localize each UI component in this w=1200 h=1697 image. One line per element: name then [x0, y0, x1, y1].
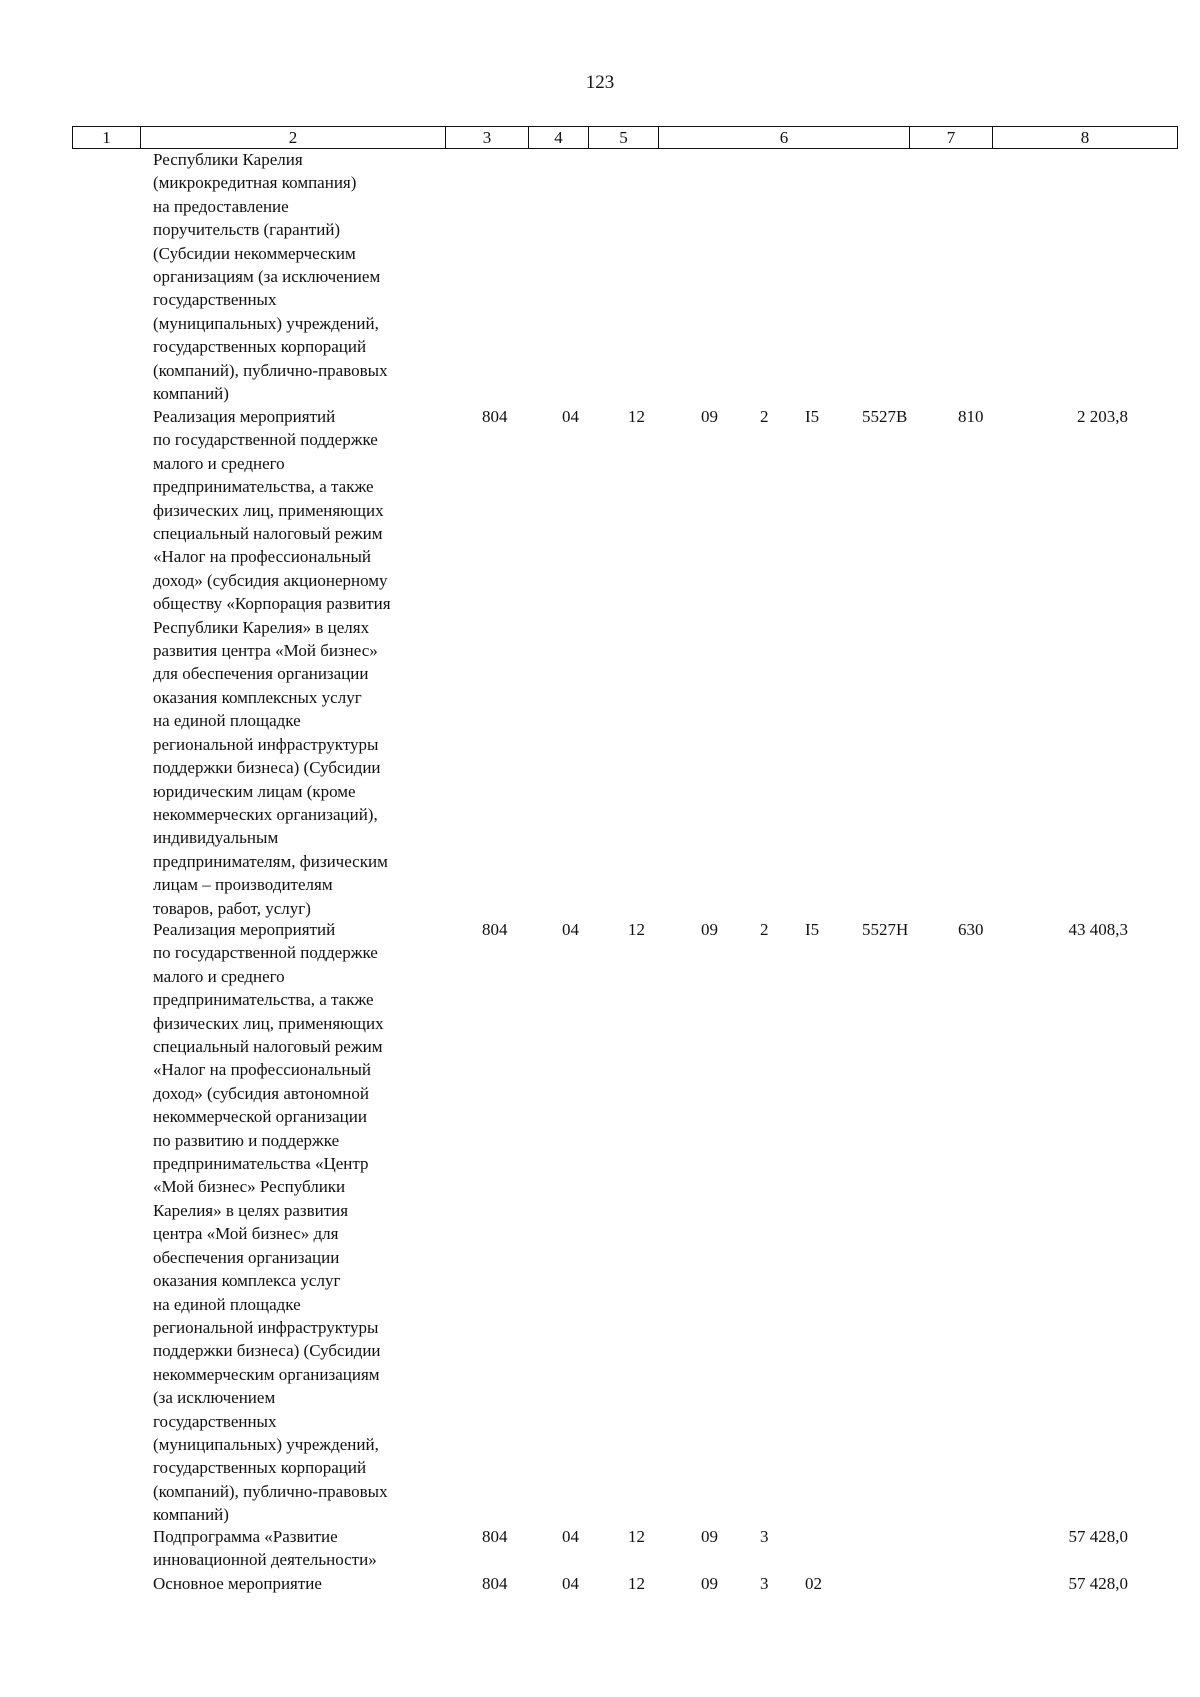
target-article-subprogram: 2 — [760, 920, 769, 939]
target-article-program: 09 — [701, 920, 718, 939]
target-article-direction: 5527H — [862, 920, 909, 939]
column-header-table — [72, 126, 1178, 149]
subsection-code: 12 — [628, 920, 645, 939]
column-header: 7 — [910, 127, 993, 149]
target-article-subprogram: 3 — [760, 1527, 769, 1546]
section-code: 04 — [562, 407, 579, 426]
row-description: Реализация мероприятий по государственной поддержке малого и среднего предпринимательства, а также физических лиц, применяющих специальный налоговый режим «Налог на профессиональный доход» (субсидия автономной некоммерческой организации по развитию и поддержке предпринимательства «Центр «Мой бизнес» Республики Карелия» в целях развития центра «Мой бизнес» для обеспечения организации оказания комплекса услуг на единой площадке региональной инфраструктуры поддержки бизнеса) (Субсидии некоммерческим организациям (за исключением государственных (муниципальных) учреждений, государственных корпораций (компаний), публично-правовых компаний) — [153, 920, 388, 1525]
column-header: 8 — [993, 127, 1178, 149]
target-article-event: 02 — [805, 1574, 822, 1593]
target-article-program: 09 — [701, 407, 718, 426]
row-description: Республики Карелия (микрокредитная компания) на предоставление поручительств (гарантий) (Субсидии некоммерческим организациям (за исключением государственных (муниципальных) учреждений, государственных корпораций (компаний), публично-правовых компаний) — [153, 150, 388, 404]
amount-value: 57 428,0 — [1068, 1527, 1128, 1546]
row-description: Основное мероприятие — [153, 1574, 322, 1593]
page-number: 123 — [585, 72, 615, 93]
amount-value: 57 428,0 — [1068, 1574, 1128, 1593]
column-header-row — [73, 127, 1178, 149]
section-code: 04 — [562, 1527, 579, 1546]
row-description: Реализация мероприятий по государственной поддержке малого и среднего предпринимательства, а также физических лиц, применяющих специальный налоговый режим «Налог на профессиональный доход» (субсидия акционерному обществу «Корпорация развития Республики Карелия» в целях развития центра «Мой бизнес» для обеспечения организации оказания комплексных услуг на единой площадке региональной инфраструктуры поддержки бизнеса) (Субсидии юридическим лицам (кроме некоммерческих организаций), индивидуальным предпринимателям, физическим лицам – производителям товаров, работ, услуг) — [153, 407, 391, 918]
target-article-program: 09 — [701, 1527, 718, 1546]
amount-value: 43 408,3 — [1068, 920, 1128, 939]
target-article-event: I5 — [805, 920, 820, 939]
column-header: 3 — [446, 127, 529, 149]
grbs-code: 804 — [482, 1574, 508, 1593]
target-article-subprogram: 2 — [760, 407, 769, 426]
column-header: 5 — [589, 127, 659, 149]
grbs-code: 804 — [482, 920, 508, 939]
section-code: 04 — [562, 920, 579, 939]
amount-value: 2 203,8 — [1077, 407, 1128, 426]
expense-type-code: 810 — [958, 407, 984, 426]
subsection-code: 12 — [628, 407, 645, 426]
expense-type-code: 630 — [958, 920, 984, 939]
column-header: 6 — [659, 127, 910, 149]
row-description: Подпрограмма «Развитие инновационной деятельности» — [153, 1527, 377, 1570]
subsection-code: 12 — [628, 1574, 645, 1593]
target-article-direction: 5527B — [862, 407, 908, 426]
column-header: 2 — [141, 127, 446, 149]
grbs-code: 804 — [482, 1527, 508, 1546]
target-article-subprogram: 3 — [760, 1574, 769, 1593]
column-header: 1 — [73, 127, 141, 149]
subsection-code: 12 — [628, 1527, 645, 1546]
target-article-event: I5 — [805, 407, 820, 426]
target-article-program: 09 — [701, 1574, 718, 1593]
grbs-code: 804 — [482, 407, 508, 426]
column-header: 4 — [529, 127, 589, 149]
section-code: 04 — [562, 1574, 579, 1593]
